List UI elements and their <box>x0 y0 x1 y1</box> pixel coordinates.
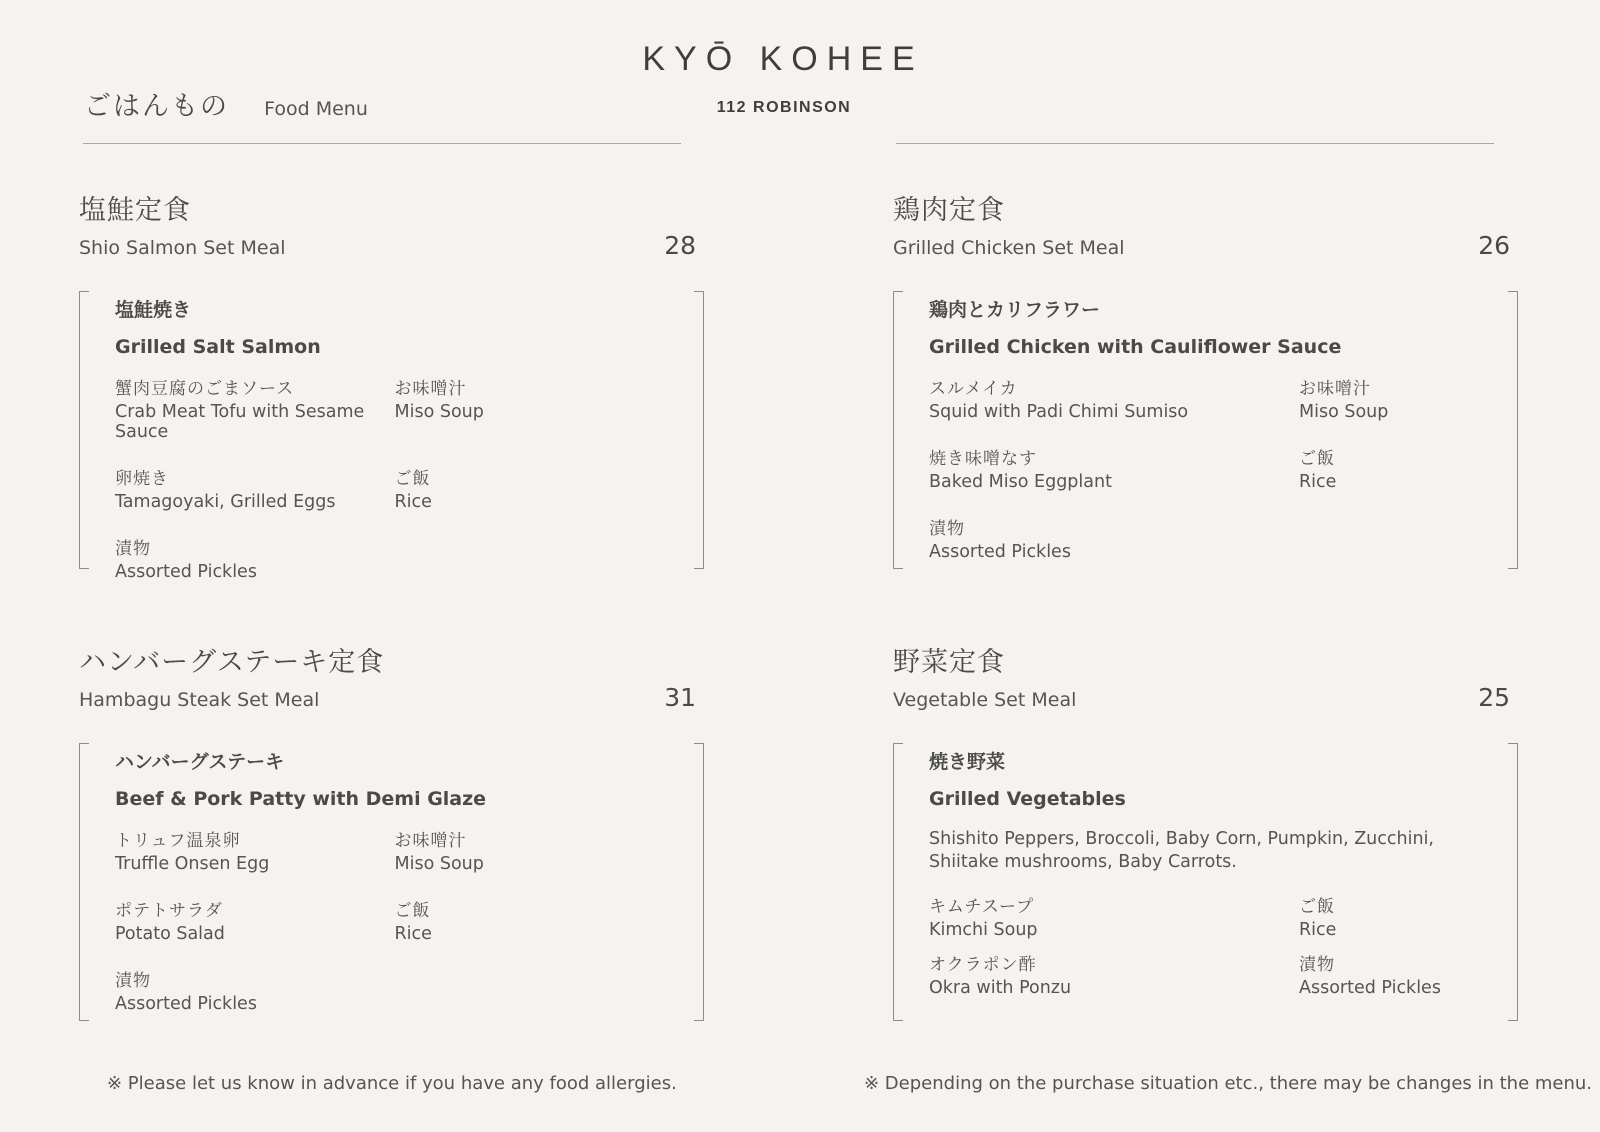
side-jp: 漬物 <box>115 971 151 991</box>
side-item <box>395 896 675 944</box>
allergy-note: ※ Please let us know in advance if you have any food allergies. <box>107 1073 677 1094</box>
meal-section <box>893 640 1518 1030</box>
meal-title-en: Hambagu Steak Set Meal <box>79 689 320 711</box>
menu-change-note: ※ Depending on the purchase situation etc., there may be changes in the menu. <box>864 1073 1593 1094</box>
side-jp: ご飯 <box>1299 897 1335 917</box>
side-en: Potato Salad <box>115 924 225 944</box>
side-jp: 卵焼き <box>115 469 169 489</box>
bracket-left <box>893 743 903 1021</box>
meal-price: 28 <box>664 231 696 260</box>
side-jp: 漬物 <box>115 539 151 559</box>
side-en: Miso Soup <box>394 402 484 422</box>
side-item <box>929 514 1299 562</box>
bracket-left <box>893 291 903 569</box>
side-en: Rice <box>1299 920 1337 940</box>
meal-price: 26 <box>1478 231 1510 260</box>
menu-heading-en: Food Menu <box>264 98 368 120</box>
side-en: Crab Meat Tofu with Sesame Sauce <box>115 402 365 442</box>
meal-title-jp: 鶏肉定食 <box>893 195 1005 226</box>
side-item <box>115 374 395 442</box>
meal-section <box>79 188 704 582</box>
side-en: Squid with Padi Chimi Sumiso <box>929 402 1189 422</box>
side-item <box>395 374 675 442</box>
side-jp: お味噌汁 <box>394 831 467 851</box>
side-jp: 蟹肉豆腐のごまソース <box>115 379 295 399</box>
side-item <box>1299 892 1488 940</box>
side-jp: オクラポン酢 <box>929 955 1037 975</box>
side-jp: キムチスープ <box>929 897 1035 917</box>
side-item <box>115 464 395 512</box>
side-item <box>115 534 395 582</box>
meal-box <box>893 743 1518 1021</box>
main-dish-en: Grilled Vegetables <box>929 788 1126 810</box>
meal-title-jp: ハンバーグステーキ定食 <box>79 647 385 678</box>
bracket-left <box>79 291 89 569</box>
main-dish-en: Beef & Pork Patty with Demi Glaze <box>115 788 487 810</box>
main-dish-en: Grilled Chicken with Cauliflower Sauce <box>929 336 1342 358</box>
meal-box <box>79 291 704 582</box>
bracket-right <box>1508 743 1518 1021</box>
menu-heading-jp: ごはんもの <box>84 91 229 122</box>
brand-location: 112 ROBINSON <box>716 99 852 116</box>
meal-price: 25 <box>1478 683 1510 712</box>
main-dish-en: Grilled Salt Salmon <box>115 336 321 358</box>
side-en: Baked Miso Eggplant <box>929 472 1112 492</box>
side-item <box>929 892 1299 940</box>
side-item <box>929 444 1299 492</box>
brand-name: KYŌ KOHEE <box>642 40 924 78</box>
meal-title-en: Grilled Chicken Set Meal <box>893 237 1125 259</box>
side-en: Assorted Pickles <box>115 562 257 582</box>
side-jp: ご飯 <box>1299 449 1335 469</box>
side-jp: お味噌汁 <box>1299 379 1371 399</box>
meal-section <box>893 188 1518 578</box>
side-item <box>395 464 675 512</box>
side-en: Rice <box>394 924 432 944</box>
side-en: Truffle Onsen Egg <box>115 854 270 874</box>
meal-title-en: Shio Salmon Set Meal <box>79 237 286 259</box>
side-en: Assorted Pickles <box>929 542 1071 562</box>
side-en: Assorted Pickles <box>115 994 257 1014</box>
side-item <box>395 826 675 874</box>
side-item <box>929 950 1299 998</box>
divider-left <box>83 143 681 144</box>
side-jp: 漬物 <box>1299 955 1335 975</box>
main-dish-description: Shishito Peppers, Broccoli, Baby Corn, Pumpkin, Zucchini, Shiitake mushrooms, Baby Carrots. <box>929 829 1434 872</box>
side-jp: ご飯 <box>394 469 431 489</box>
main-dish-jp: ハンバーグステーキ <box>115 751 285 773</box>
meal-price: 31 <box>664 683 696 712</box>
meal-title-en: Vegetable Set Meal <box>893 689 1077 711</box>
meal-box <box>79 743 704 1021</box>
bracket-left <box>79 743 89 1021</box>
side-item <box>115 896 395 944</box>
side-en: Okra with Ponzu <box>929 978 1072 998</box>
main-dish-jp: 塩鮭焼き <box>115 299 192 321</box>
side-jp: トリュフ温泉卵 <box>115 831 241 851</box>
menu-heading <box>84 84 368 123</box>
side-item <box>115 966 395 1014</box>
side-item <box>115 826 395 874</box>
side-jp: お味噌汁 <box>394 379 467 399</box>
side-en: Tamagoyaki, Grilled Eggs <box>115 492 336 512</box>
side-item <box>1299 374 1488 422</box>
side-en: Rice <box>394 492 432 512</box>
side-en: Kimchi Soup <box>929 920 1038 940</box>
meal-box <box>893 291 1518 569</box>
side-en: Miso Soup <box>394 854 484 874</box>
side-item <box>929 374 1299 422</box>
meal-section <box>79 640 704 1030</box>
side-jp: スルメイカ <box>929 379 1018 399</box>
main-dish-jp: 鶏肉とカリフラワー <box>929 299 1101 321</box>
bracket-right <box>694 291 704 569</box>
side-jp: 焼き味噌なす <box>929 449 1037 469</box>
meal-title-jp: 野菜定食 <box>893 647 1005 678</box>
side-jp: ご飯 <box>394 901 431 921</box>
bracket-right <box>694 743 704 1021</box>
side-en: Rice <box>1299 472 1337 492</box>
side-item <box>1299 444 1488 492</box>
meal-title-jp: 塩鮭定食 <box>79 195 191 226</box>
side-jp: 漬物 <box>929 519 965 539</box>
side-item <box>1299 950 1488 998</box>
side-en: Miso Soup <box>1299 402 1389 422</box>
bracket-right <box>1508 291 1518 569</box>
main-dish-jp: 焼き野菜 <box>929 751 1006 773</box>
side-en: Assorted Pickles <box>1299 978 1441 998</box>
side-jp: ポテトサラダ <box>115 901 223 921</box>
divider-right <box>896 143 1494 144</box>
